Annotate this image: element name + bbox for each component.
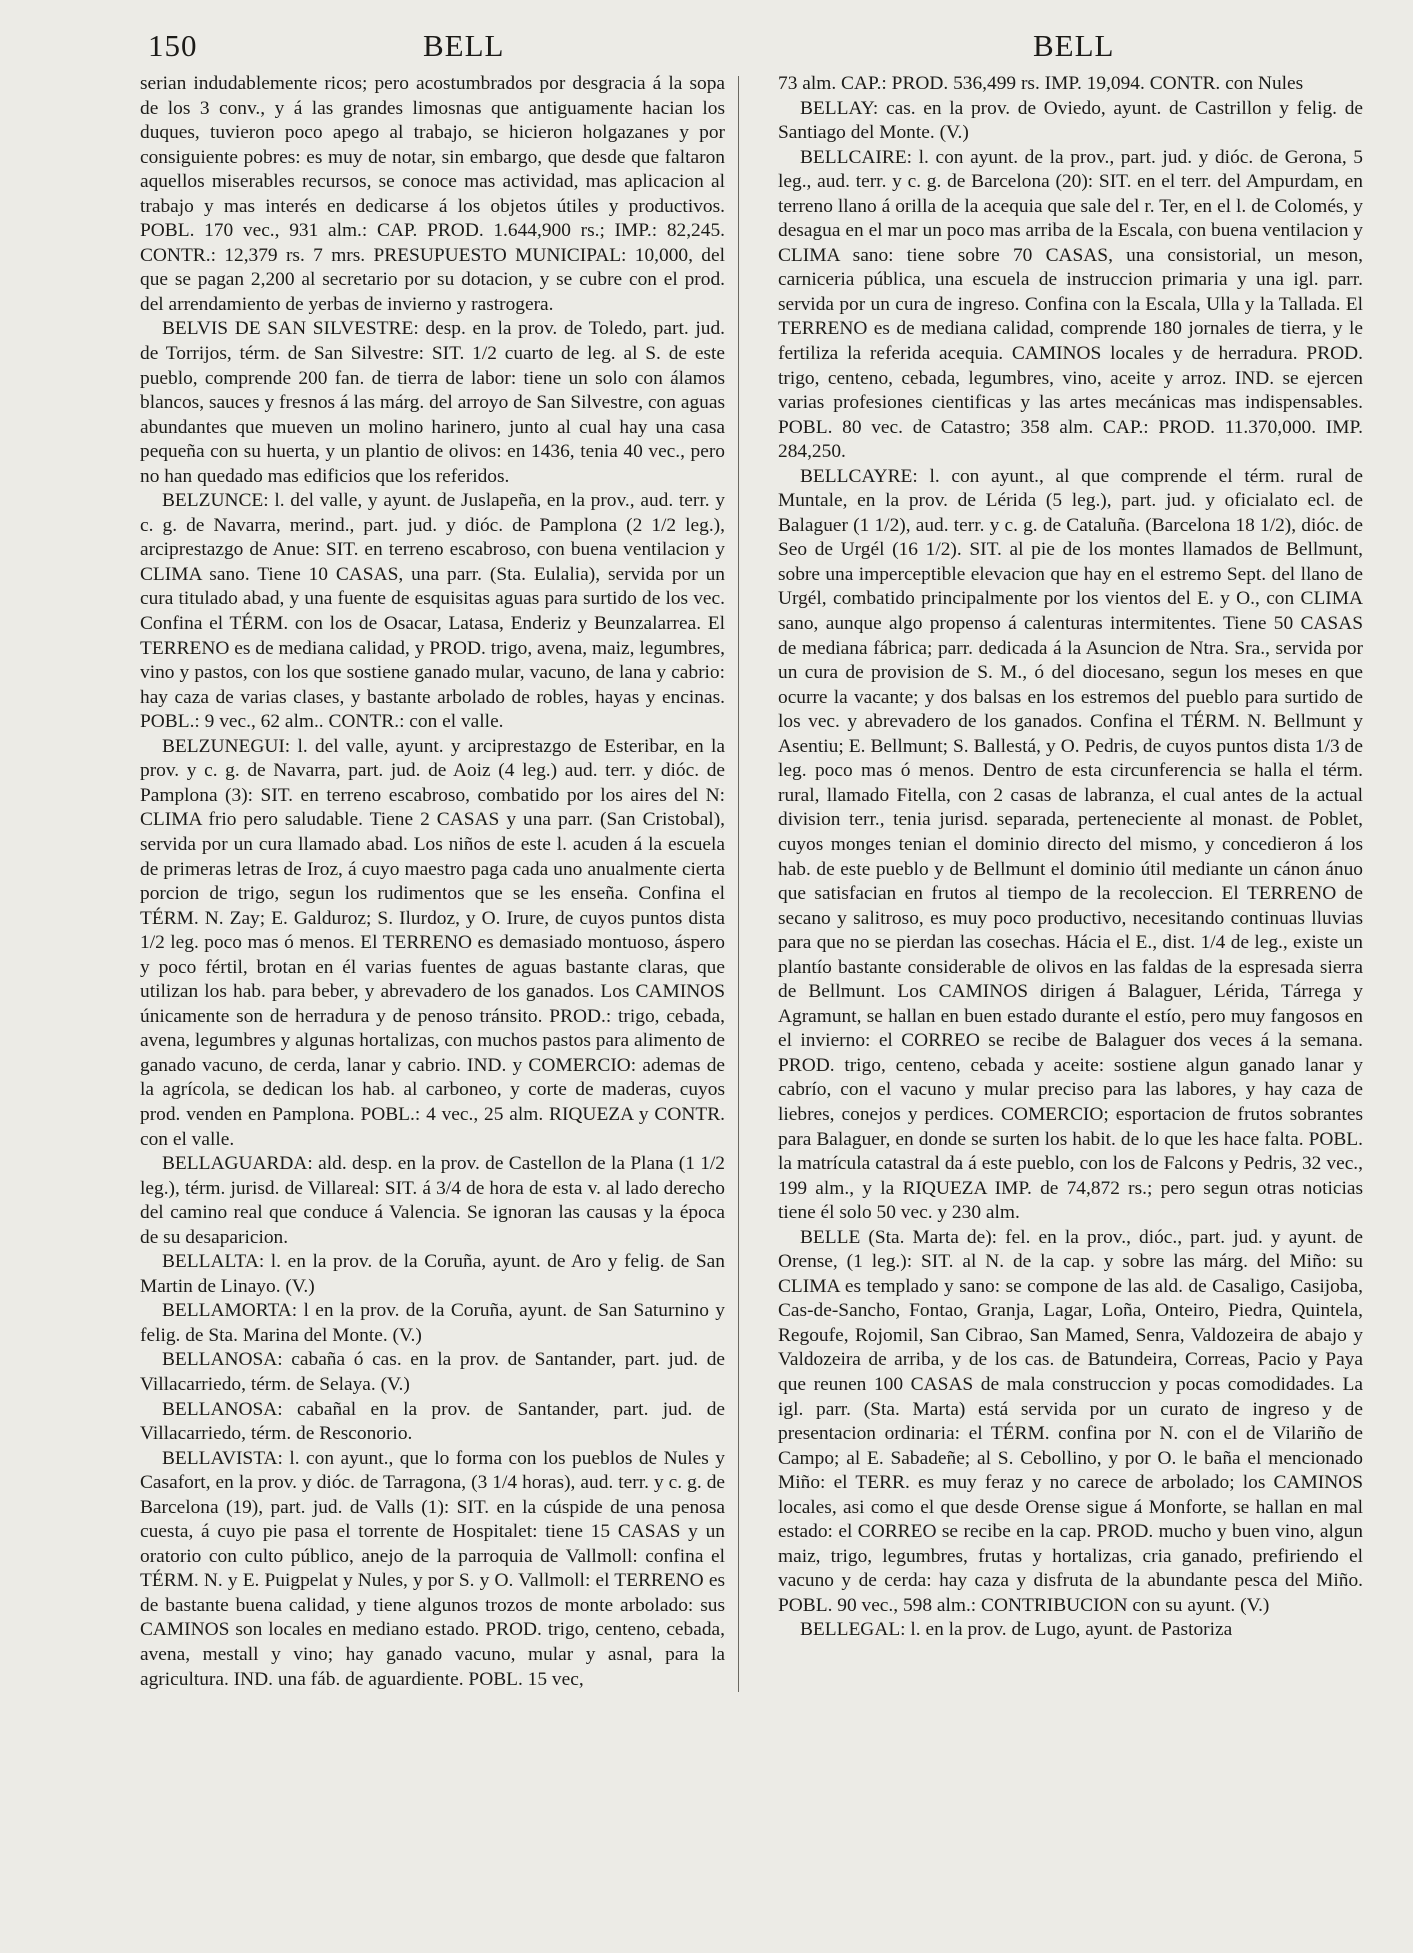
entry-bellcayre: BELLCAYRE: l. con ayunt., al que comprende el térm. rural de Muntale, en la prov. de Lérida (5 leg.), part. jud. y oficialato ecl. de Balaguer (1 1/2), aud. terr. y c. g. de Cataluña. (Barcelona 18 1/2), dióc. de Seo de Urgél (16 1/2). SIT. al pie de los montes llamados de Bellmunt, sobre una imperceptible elevacion que hay en el estremo Sept. del llano de Urgél, combatido principalmente por los vientos del E. y O., con CLIMA sano, aunque algo propenso á calenturas intermitentes. Tiene 50 CASAS de mediana fábrica; parr. dedicada á la Asuncion de Ntra. Sra., servida por un cura de provision de S. M., ó del diocesano, segun los meses en que ocurre la vacante; y dos balsas en los estremos del pueblo para surtido de los vec. y abrevadero de los ganados. Confina el TÉRM. N. Bellmunt y Asentiu; E. Bellmunt; S. Ballestá, y O. Pedris, de cuyos puntos dista 1/3 de leg. poco mas ó menos. Dentro de esta circunferencia se halla el térm. rural, llamado Fitella, con 2 casas de labranza, el cual antes de la actual division terr., tenia jurisd. separada, perteneciente al monast. de Poblet, cuyos monges tenian el dominio directo del mismo, y concedieron á los hab. de este pueblo y de Bellmunt el dominio útil mediante un cánon ánuo que satisfacian en frutos al tiempo de la recoleccion. El TERRENO de secano y salitroso, es muy poco productivo, necesitando continuas lluvias para que no se pierdan las cosechas. Hácia el E., dist. 1/4 de leg., existe un plantío bastante considerable de olivos en las faldas de la espresada sierra de Bellmunt. Los CAMINOS dirigen á Balaguer, Lérida, Tárrega y Agramunt, se hallan en buen estado durante el estío, pero muy fangosos en el invierno: el CORREO se recibe de Balaguer dos veces á la semana. PROD. trigo, centeno, cebada y aceite: sostiene algun ganado lanar y cabrío, con el vacuno y mular preciso para las labores, y hay caza de liebres, conejos y perdices. COMERCIO; esportacion de frutos sobrantes para Balaguer, en donde se surten los habit. de lo que les hace falta. POBL. la matrícula catastral da á este pueblo, con los de Falcons y Pedris, 32 vec., 199 alm., y la RIQUEZA IMP. de 74,872 rs.; pero segun otras noticias tiene él solo 50 vec. y 230 alm. [778, 465, 1363, 1224]
left-column [140, 72, 725, 1692]
entry-bellcaire: BELLCAIRE: l. con ayunt. de la prov., part. jud. y dióc. de Gerona, 5 leg., aud. terr. y c. g. de Barcelona (20): SIT. en el terr. del Ampurdam, en terreno llano á orilla de la acequia que sale del r. Ter, en el l. de Colomés, y desagua en el mar un poco mas arriba de la Escala, con buena ventilacion y CLIMA sano: tiene sobre 70 CASAS, una consistorial, un meson, carniceria pública, una escuela de instruccion primaria y una igl. parr. servida por un cura de ingreso. Confina con la Escala, Ulla y la Tallada. El TERRENO es de mediana calidad, comprende 180 jornales de tierra, y le fertiliza la referida acequia. CAMINOS locales y de herradura. PROD. trigo, centeno, cebada, legumbres, vino, aceite y arroz. IND. se ejercen varias profesiones cientificas y las artes mecánicas mas indispensables. POBL. 80 vec. de Catastro; 358 alm. CAP.: PROD. 11.370,000. IMP. 284,250. [778, 146, 1363, 463]
text-columns [140, 72, 1363, 1692]
entry-bellanosa-2: BELLANOSA: cabañal en la prov. de Santander, part. jud. de Villacarriedo, térm. de Resconorio. [140, 1398, 725, 1445]
page-number: 150 [148, 28, 198, 63]
entry-continuation-right: 73 alm. CAP.: PROD. 536,499 rs. IMP. 19,094. CONTR. con Nules [778, 73, 1304, 94]
running-head-right: BELL [1033, 28, 1115, 63]
column-divider [738, 76, 739, 1692]
entry-belzunce: BELZUNCE: l. del valle, y ayunt. de Juslapeña, en la prov., aud. terr. y c. g. de Navarra, merind., part. jud. y dióc. de Pamplona (2 1/2 leg.), arciprestazgo de Anue: SIT. en terreno escabroso, con buena ventilacion y CLIMA sano. Tiene 10 CASAS, una parr. (Sta. Eulalia), servida por un cura titulado abad, y una fuente de esquisitas aguas para surtido de los vec. Confina el TÉRM. con los de Osacar, Latasa, Enderiz y Beunzalarrea. El TERRENO es de mediana calidad, y PROD. trigo, avena, maiz, legumbres, vino y pastos, con los que sostiene ganado mular, vacuno, de lana y cabrio: hay caza de varias clases, y bastante arbolado de robles, hayas y encinas. POBL.: 9 vec., 62 alm.. CONTR.: con el valle. [140, 490, 725, 733]
entry-bellay: BELLAY: cas. en la prov. de Oviedo, ayunt. de Castrillon y felig. de Santiago del Monte. (V.) [778, 97, 1363, 144]
entry-bellaguarda: BELLAGUARDA: ald. desp. en la prov. de Castellon de la Plana (1 1/2 leg.), térm. jurisd. de Villareal: SIT. á 3/4 de hora de esta v. al lado derecho del camino real que conduce á Valencia. Se ignoran las causas y la época de su desaparicion. [140, 1153, 725, 1248]
entry-bellavista: BELLAVISTA: l. con ayunt., que lo forma con los pueblos de Nules y Casafort, en la prov. y dióc. de Tarragona, (3 1/4 horas), aud. terr. y c. g. de Barcelona (19), part. jud. de Valls (1): SIT. en la cúspide de una penosa cuesta, á cuyo pie pasa el torrente de Hospitalet: tiene 15 CASAS y un oratorio con culto público, anejo de la parroquia de Vallmoll: confina el TÉRM. N. y E. Puigpelat y Nules, y por S. y O. Vallmoll: el TERRENO es de bastante buena calidad, y tiene algunos trozos de monte arbolado: sus CAMINOS son locales en mediano estado. PROD. trigo, centeno, cebada, avena, mestall y vino; hay ganado vacuno, mular y asnal, para la agricultura. IND. una fáb. de aguardiente. POBL. 15 vec, [140, 1447, 725, 1690]
running-head-left: BELL [423, 28, 505, 63]
entry-belle: BELLE (Sta. Marta de): fel. en la prov., dióc., part. jud. y ayunt. de Orense, (1 leg.): SIT. al N. de la cap. y sobre las márg. del Miño: su CLIMA es templado y sano: se compone de las ald. de Casaligo, Casijoba, Cas-de-Sancho, Fontao, Granja, Lagar, Loña, Onteiro, Piedra, Quintela, Regoufe, Rojomil, San Cibrao, San Mamed, Senra, Valdozeira de abajo y Valdozeira de arriba, y de los cas. de Batundeira, Correas, Pacio y Paya que reunen 100 CASAS de mala construccion y pocas comodidades. La igl. parr. (Sta. Marta) está servida por un curato de ingreso y de presentacion ordinaria: el TÉRM. confina por N. con el de Vilariño de Campo; al E. Sabadeñe; al S. Cebollino, y por O. le baña el mencionado Miño: el TERR. es muy feraz y no carece de arbolado; los CAMINOS locales, asi como el que desde Orense sigue á Monforte, se hallan en mal estado: el CORREO se recibe en la cap. PROD. mucho y buen vino, algun maiz, trigo, legumbres, frutas y hortalizas, cria ganado, prefiriendo el vacuno y de cerda: hay caza y disfruta de la abundante pesca del Miño. POBL. 90 vec., 598 alm.: CONTRIBUCION con su ayunt. (V.) [778, 1226, 1363, 1616]
entry-bellegal: BELLEGAL: l. en la prov. de Lugo, ayunt. de Pastoriza [800, 1619, 1233, 1641]
entry-bellanosa-1: BELLANOSA: cabaña ó cas. en la prov. de Santander, part. jud. de Villacarriedo, térm. de Selaya. (V.) [140, 1349, 725, 1395]
page-header [140, 28, 1363, 72]
entry-continuation: serian indudablemente ricos; pero acostumbrados por desgracia á la sopa de los 3 conv., y á las grandes limosnas que antiguamente hacian los duques, tuvieron poco apego al trabajo, se hicieron holgazanes y por consiguiente pobres: es muy de notar, sin embargo, que desde que faltaron aquellos miserables recursos, se conoce mas actividad, mas aplicacion al trabajo y mas interés en dedicarse á los objetos útiles y productivos. POBL. 170 vec., 931 alm.: CAP. PROD. 1.644,900 rs.; IMP.: 82,245. CONTR.: 12,379 rs. 7 mrs. PRESUPUESTO MUNICIPAL: 10,000, del que se pagan 2,200 al secretario por su dotacion, y se cubre con el prod. del arrendamiento de yerbas de invierno y rastrogera. [140, 73, 725, 315]
entry-belzunegui: BELZUNEGUI: l. del valle, ayunt. y arciprestazgo de Esteribar, en la prov. y c. g. de Navarra, part. jud. de Aoiz (4 leg.) aud. terr. y dióc. de Pamplona (3): SIT. en terreno escabroso, combatido por los aires del N: CLIMA frio pero saludable. Tiene 2 CASAS y una parr. (San Cristobal), servida por un cura llamado abad. Los niños de este l. acuden á la escuela de primeras letras de Iroz, á cuyo maestro paga cada uno anualmente cierta porcion de trigo, segun los rudimentos que se les enseña. Confina el TÉRM. N. Zay; E. Galduroz; S. Ilurdoz, y O. Irure, de cuyos puntos dista 1/2 leg. poco mas ó menos. El TERRENO es demasiado montuoso, áspero y poco fértil, brotan en él varias fuentes de aguas bastante claras, que utilizan los hab. para beber, y abrevadero de los ganados. Los CAMINOS únicamente son de herradura y de penoso tránsito. PROD.: trigo, cebada, avena, legumbres y algunas hortalizas, con muchos pastos para alimento de ganado vacuno, de cerda, lanar y cabrio. IND. y COMERCIO: ademas de la agrícola, se dedican los hab. al carboneo, y corte de maderas, cuyos prod. venden en Pamplona. POBL.: 4 vec., 25 alm. RIQUEZA y CONTR. con el valle. [140, 735, 725, 1150]
entry-bellamorta: BELLAMORTA: l en la prov. de la Coruña, ayunt. de San Saturnino y felig. de Sta. Marina del Monte. (V.) [140, 1300, 725, 1346]
entry-bellalta: BELLALTA: l. en la prov. de la Coruña, ayunt. de Aro y felig. de San Martin de Linayo. (V.) [140, 1251, 725, 1297]
right-column [778, 72, 1363, 1692]
entry-belvis-de-san-silvestre: BELVIS DE SAN SILVESTRE: desp. en la prov. de Toledo, part. jud. de Torrijos, térm. de San Silvestre: SIT. 1/2 cuarto de leg. al S. de este pueblo, comprende 200 fan. de tierra de labor: tiene un solo con álamos blancos, sauces y fresnos á las márg. del arroyo de San Silvestre, con aguas abundantes que mueven un molino harinero, junto al cual hay una casa pequeña con su huerta, y un plantio de olivos: en 1436, tenia 40 vec., pero no han quedado mas edificios que los referidos. [140, 318, 725, 487]
